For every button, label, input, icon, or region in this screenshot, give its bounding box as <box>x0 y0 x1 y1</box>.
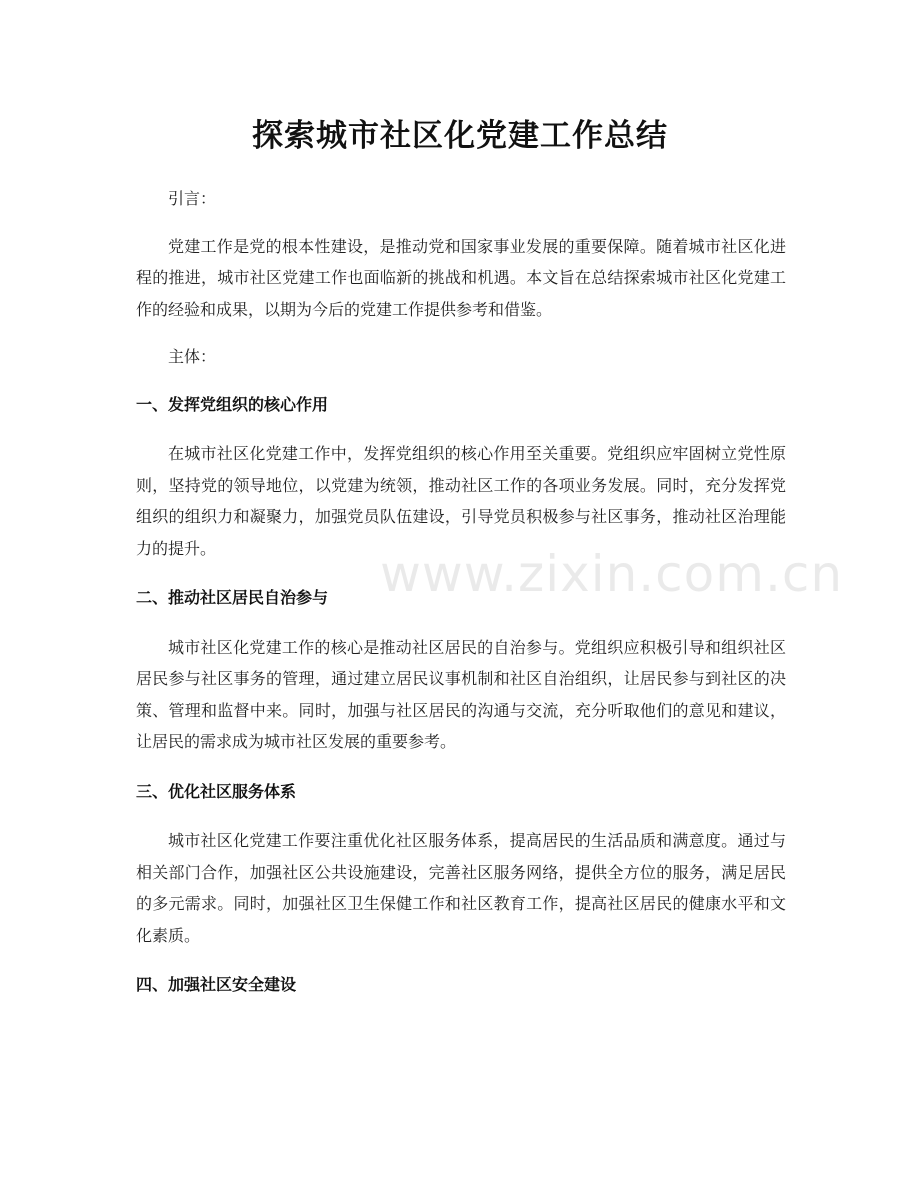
section-heading-3: 三、优化社区服务体系 <box>136 781 297 801</box>
intro-label: 引言： <box>168 189 217 208</box>
main-label: 主体： <box>168 347 217 366</box>
section-heading-1: 一、发挥党组织的核心作用 <box>136 394 329 414</box>
section-heading-4: 四、加强社区安全建设 <box>136 975 297 994</box>
section-paragraph-3: 城市社区化党建工作要注重优化社区服务体系，提高居民的生活品质和满意度。通过与相关部门合作，加强社区公共设施建设，完善社区服务网络，提供全方位的服务，满足居民的多元需求。同时，加强社区卫生保健工作和社区教育工作，提高社区居民的健康水平和文化素质。 <box>136 831 786 945</box>
watermark: www.zixin.com.cn <box>380 545 844 603</box>
intro-paragraph: 党建工作是党的根本性建设，是推动党和国家事业发展的重要保障。随着城市社区化进程的推进，城市社区党建工作也面临新的挑战和机遇。本文旨在总结探索城市社区化党建工作的经验和成果，以期为今后的党建工作提供参考和借鉴。 <box>136 236 786 319</box>
section-paragraph-2: 城市社区化党建工作的核心是推动社区居民的自治参与。党组织应积极引导和组织社区居民参与社区事务的管理，通过建立居民议事机制和社区自治组织，让居民参与到社区的决策、管理和监督中来。同时，加强与社区居民的沟通与交流，充分听取他们的意见和建议，让居民的需求成为城市社区发展的重要参考。 <box>136 637 786 751</box>
document-title: 探索城市社区化党建工作总结 <box>252 118 668 154</box>
document-body <box>136 183 786 1001</box>
section-heading-2: 二、推动社区居民自治参与 <box>136 588 329 607</box>
section-paragraph-1: 在城市社区化党建工作中，发挥党组织的核心作用至关重要。党组织应牢固树立党性原则，坚持党的领导地位，以党建为统领，推动社区工作的各项业务发展。同时，充分发挥党组织的组织力和凝聚力，加强党员队伍建设，引导党员积极参与社区事务，推动社区治理能力的提升。 <box>136 444 786 558</box>
